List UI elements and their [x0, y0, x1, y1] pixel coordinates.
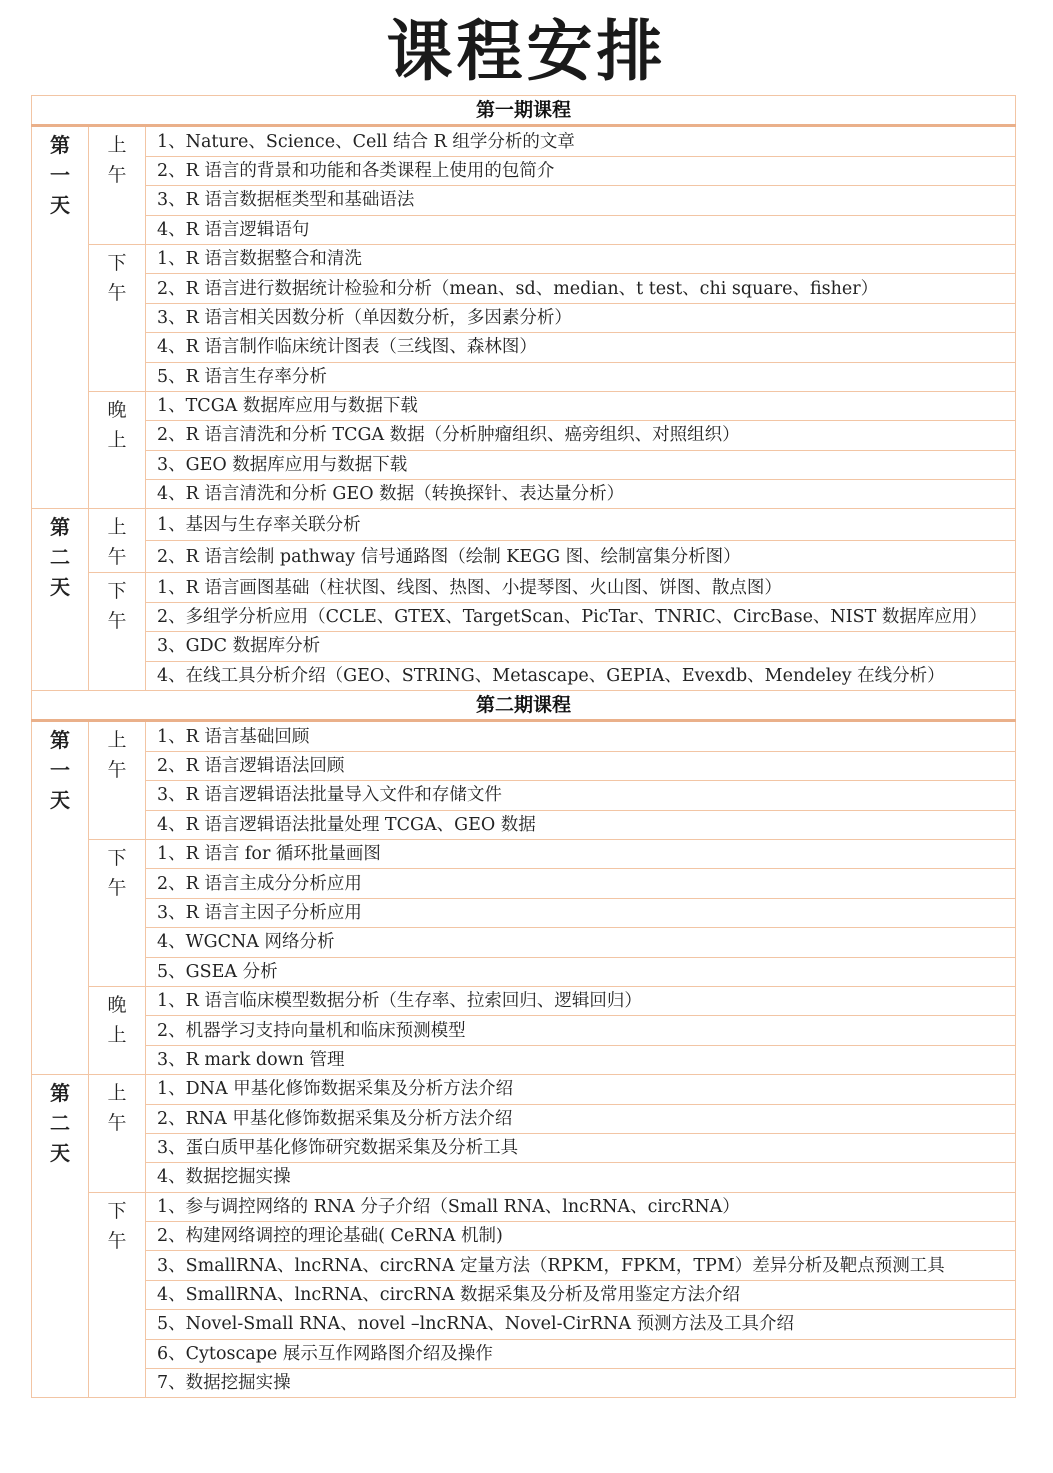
period-label: 下 午	[89, 839, 146, 986]
course-item: 1、R 语言临床模型数据分析（生存率、拉索回归、逻辑回归）	[146, 986, 1016, 1015]
table-row	[32, 839, 1016, 868]
course-item: 2、RNA 甲基化修饰数据采集及分析方法介绍	[146, 1104, 1016, 1133]
course-item: 1、R 语言数据整合和清洗	[146, 244, 1016, 273]
table-row	[32, 1192, 1016, 1221]
course-item: 2、R 语言的背景和功能和各类课程上使用的包简介	[146, 156, 1016, 185]
course-item: 4、R 语言清洗和分析 GEO 数据（转换探针、表达量分析）	[146, 480, 1016, 509]
day-label: 第 一 天	[32, 721, 89, 1075]
table-row	[32, 509, 1016, 541]
period-label: 上 午	[89, 721, 146, 840]
course-item: 3、R 语言主因子分析应用	[146, 898, 1016, 927]
period-label: 上 午	[89, 1075, 146, 1193]
period-label: 下 午	[89, 244, 146, 391]
course-item: 3、GEO 数据库应用与数据下载	[146, 450, 1016, 479]
course-item: 1、基因与生存率关联分析	[146, 509, 1016, 541]
course-item: 1、R 语言 for 循环批量画图	[146, 839, 1016, 868]
course-item: 6、Cytoscape 展示互作网路图介绍及操作	[146, 1339, 1016, 1368]
page-title: 课程安排	[386, 13, 667, 90]
day-label: 第 一 天	[32, 126, 89, 509]
course-item: 1、DNA 甲基化修饰数据采集及分析方法介绍	[146, 1075, 1016, 1104]
course-schedule-table	[31, 95, 1016, 1398]
course-item: 2、R 语言绘制 pathway 信号通路图（绘制 KEGG 图、绘制富集分析图）	[146, 541, 1016, 573]
table-row	[32, 274, 1016, 303]
day-label: 第 二 天	[32, 509, 89, 691]
table-row	[32, 898, 1016, 927]
course-item: 3、R 语言数据框类型和基础语法	[146, 186, 1016, 215]
section-header-row	[32, 96, 1016, 126]
table-row	[32, 1104, 1016, 1133]
course-item: 1、R 语言画图基础（柱状图、线图、热图、小提琴图、火山图、饼图、散点图）	[146, 573, 1016, 602]
table-row	[32, 215, 1016, 244]
table-row	[32, 1251, 1016, 1280]
period-label: 晚 上	[89, 391, 146, 509]
course-item: 5、R 语言生存率分析	[146, 362, 1016, 391]
course-item: 1、Nature、Science、Cell 结合 R 组学分析的文章	[146, 126, 1016, 156]
table-row	[32, 1222, 1016, 1251]
table-row	[32, 661, 1016, 690]
table-row	[32, 1045, 1016, 1074]
course-item: 2、R 语言逻辑语法回顾	[146, 751, 1016, 780]
course-item: 1、TCGA 数据库应用与数据下载	[146, 391, 1016, 420]
course-item: 2、R 语言主成分分析应用	[146, 869, 1016, 898]
course-item: 7、数据挖掘实操	[146, 1369, 1016, 1398]
table-row	[32, 986, 1016, 1015]
table-row	[32, 480, 1016, 509]
table-row	[32, 303, 1016, 332]
course-item: 4、R 语言逻辑语句	[146, 215, 1016, 244]
table-row	[32, 156, 1016, 185]
table-row	[32, 721, 1016, 751]
table-row	[32, 781, 1016, 810]
course-item: 3、SmallRNA、lncRNA、circRNA 定量方法（RPKM，FPKM，TPM）差异分析及靶点预测工具	[146, 1251, 1016, 1280]
section-header: 第一期课程	[32, 96, 1016, 126]
course-item: 5、Novel-Small RNA、novel –lncRNA、Novel-CirRNA 预测方法及工具介绍	[146, 1310, 1016, 1339]
table-row	[32, 810, 1016, 839]
course-item: 2、R 语言清洗和分析 TCGA 数据（分析肿瘤组织、癌旁组织、对照组织）	[146, 421, 1016, 450]
course-item: 4、SmallRNA、lncRNA、circRNA 数据采集及分析及常用鉴定方法介绍	[146, 1280, 1016, 1309]
course-item: 5、GSEA 分析	[146, 957, 1016, 986]
course-item: 3、GDC 数据库分析	[146, 632, 1016, 661]
table-row	[32, 1310, 1016, 1339]
course-item: 2、多组学分析应用（CCLE、GTEX、TargetScan、PicTar、TNRIC、CircBase、NIST 数据库应用）	[146, 602, 1016, 631]
table-row	[32, 1016, 1016, 1045]
course-item: 2、机器学习支持向量机和临床预测模型	[146, 1016, 1016, 1045]
period-label: 上 午	[89, 126, 146, 245]
course-item: 2、R 语言进行数据统计检验和分析（mean、sd、median、t test、chi square、fisher）	[146, 274, 1016, 303]
course-item: 1、参与调控网络的 RNA 分子介绍（Small RNA、lncRNA、circRNA）	[146, 1192, 1016, 1221]
table-row	[32, 928, 1016, 957]
course-item: 3、蛋白质甲基化修饰研究数据采集及分析工具	[146, 1133, 1016, 1162]
table-row	[32, 1075, 1016, 1104]
table-row	[32, 1280, 1016, 1309]
table-row	[32, 632, 1016, 661]
table-row	[32, 751, 1016, 780]
table-row	[32, 869, 1016, 898]
course-item: 3、R 语言相关因数分析（单因数分析，多因素分析）	[146, 303, 1016, 332]
table-row	[32, 244, 1016, 273]
section-header-row	[32, 691, 1016, 721]
course-item: 3、R mark down 管理	[146, 1045, 1016, 1074]
period-label: 下 午	[89, 573, 146, 691]
table-row	[32, 126, 1016, 156]
table-row	[32, 1369, 1016, 1398]
table-row	[32, 1133, 1016, 1162]
table-row	[32, 1163, 1016, 1192]
section-header: 第二期课程	[32, 691, 1016, 721]
table-row	[32, 450, 1016, 479]
table-row	[32, 1339, 1016, 1368]
table-row	[32, 573, 1016, 602]
course-item: 1、R 语言基础回顾	[146, 721, 1016, 751]
course-item: 4、WGCNA 网络分析	[146, 928, 1016, 957]
table-row	[32, 362, 1016, 391]
course-item: 4、R 语言逻辑语法批量处理 TCGA、GEO 数据	[146, 810, 1016, 839]
table-row	[32, 421, 1016, 450]
course-item: 4、R 语言制作临床统计图表（三线图、森林图）	[146, 333, 1016, 362]
table-row	[32, 957, 1016, 986]
course-item: 3、R 语言逻辑语法批量导入文件和存储文件	[146, 781, 1016, 810]
course-item: 4、数据挖掘实操	[146, 1163, 1016, 1192]
period-label: 晚 上	[89, 986, 146, 1074]
table-row	[32, 541, 1016, 573]
period-label: 上 午	[89, 509, 146, 573]
table-row	[32, 391, 1016, 420]
table-row	[32, 186, 1016, 215]
course-item: 2、构建网络调控的理论基础( CeRNA 机制)	[146, 1222, 1016, 1251]
table-row	[32, 602, 1016, 631]
course-item: 4、在线工具分析介绍（GEO、STRING、Metascape、GEPIA、Evexdb、Mendeley 在线分析）	[146, 661, 1016, 690]
day-label: 第 二 天	[32, 1075, 89, 1398]
table-row	[32, 333, 1016, 362]
period-label: 下 午	[89, 1192, 146, 1398]
